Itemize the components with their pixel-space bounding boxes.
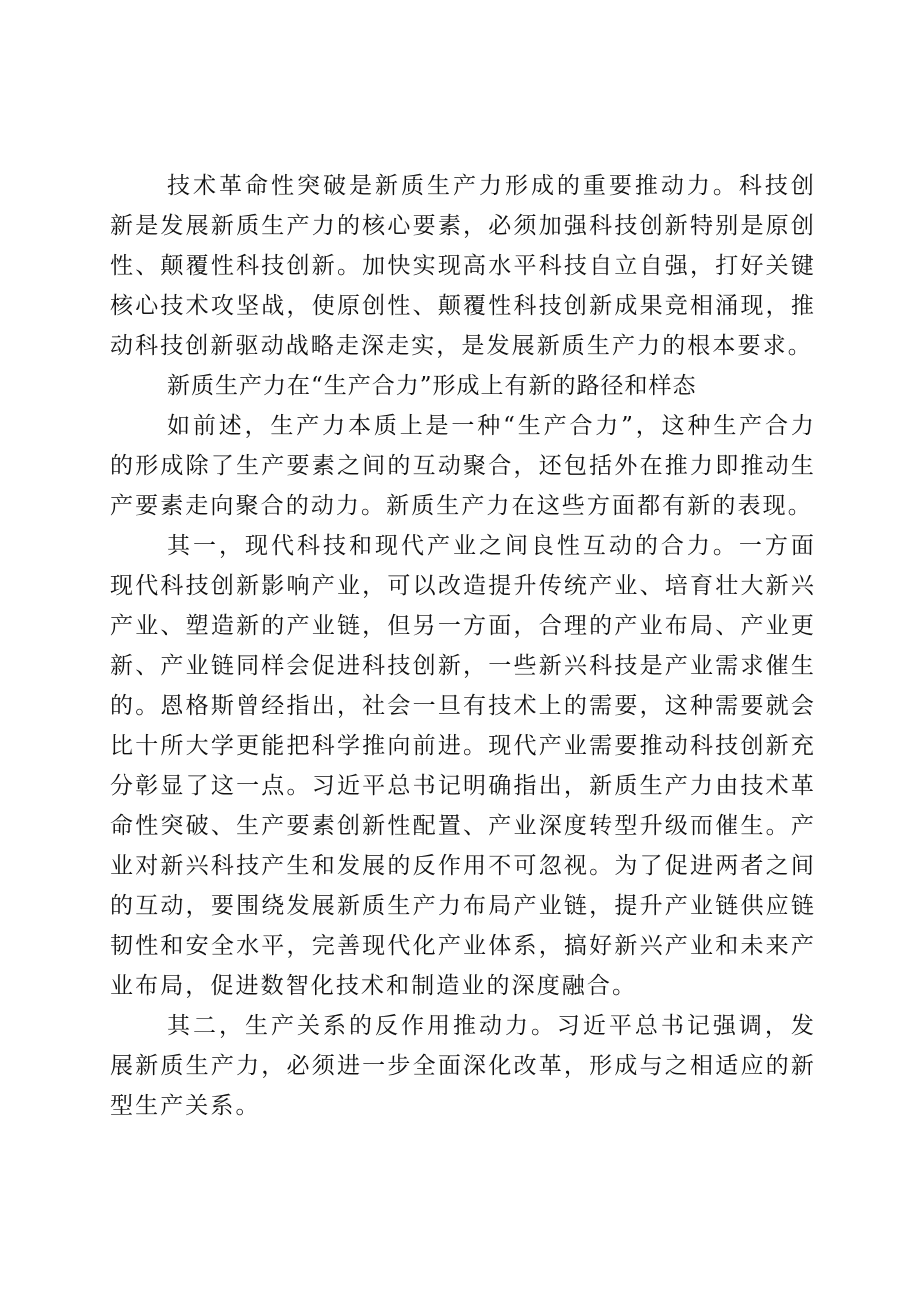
paragraph-point-one: 其一，现代科技和现代产业之间良性互动的合力。一方面现代科技创新影响产业，可以改造提升传统产业、培育壮大新兴产业、塑造新的产业链，但另一方面，合理的产业布局、产业更新、产业链同样会促进科技创新，一些新兴科技是产业需求催生的。恩格斯曾经指出，社会一旦有技术上的需要，这种需要就会比十所大学更能把科学推向前进。现代产业需要推动科技创新充分彰显了这一点。习近平总书记明确指出，新质生产力由技术革命性突破、生产要素创新性配置、产业深度转型升级而催生。产业对新兴科技产生和发展的反作用不可忽视。为了促进两者之间的互动，要围绕发展新质生产力布局产业链，提升产业链供应链韧性和安全水平，完善现代化产业体系，搞好新兴产业和未来产业布局，促进数智化技术和制造业的深度融合。 (110, 533, 816, 999)
paragraph-point-two: 其二，生产关系的反作用推动力。习近平总书记强调，发展新质生产力，必须进一步全面深化改革，形成与之相适应的新型生产关系。 (110, 1013, 816, 1119)
paragraph-tech-breakthrough: 技术革命性突破是新质生产力形成的重要推动力。科技创新是发展新质生产力的核心要素，必须加强科技创新特别是原创性、颠覆性科技创新。加快实现高水平科技自立自强，打好关键核心技术攻坚战，使原创性、颠覆性科技创新成果竞相涌现，推动科技创新驱动战略走深走实，是发展新质生产力的根本要求。 (110, 173, 816, 359)
paragraph-production-synergy: 如前述，生产力本质上是一种“生产合力”，这种生产合力的形成除了生产要素之间的互动聚合，还包括外在推力即推动生产要素走向聚合的动力。新质生产力在这些方面都有新的表现。 (110, 413, 816, 519)
document-body (110, 166, 816, 1126)
section-heading: 新质生产力在“生产合力”形成上有新的路径和样态 (167, 373, 697, 399)
